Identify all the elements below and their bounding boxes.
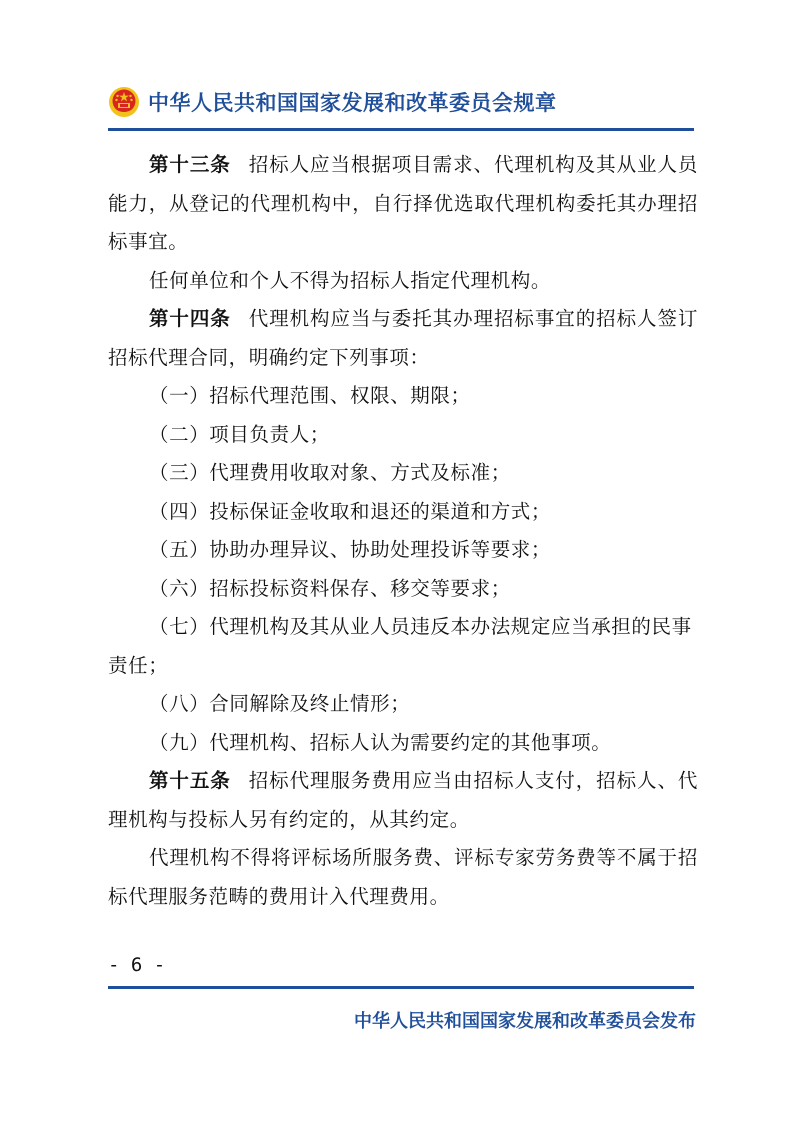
national-emblem-icon <box>108 86 140 118</box>
article-15 <box>108 762 698 839</box>
article-14-item-5: （五）协助办理异议、协助处理投诉等要求； <box>149 538 552 561</box>
article-15-paragraph-2: 代理机构不得将评标场所服务费、评标专家劳务费等不属于招标代理服务范畴的费用计入代理费用。 <box>108 846 698 908</box>
regulation-body <box>108 146 698 916</box>
article-14-text: 代理机构应当与委托其办理招标事宜的招标人签订招标代理合同，明确约定下列事项： <box>108 307 698 369</box>
page-number: - 6 - <box>108 954 166 976</box>
article-13-number: 第十三条 <box>149 153 231 176</box>
header-divider <box>108 128 694 131</box>
article-14-item-9: （九）代理机构、招标人认为需要约定的其他事项。 <box>149 730 612 754</box>
article-14-item-8: （八）合同解除及终止情形； <box>149 692 411 715</box>
article-15-text: 招标代理服务费用应当由招标人支付，招标人、代理机构与投标人另有约定的，从其约定。 <box>108 769 698 831</box>
article-15-number: 第十五条 <box>149 769 231 792</box>
article-14-item-4: （四）投标保证金收取和退还的渠道和方式； <box>149 499 552 523</box>
article-14-item-3: （三）代理费用收取对象、方式及标准； <box>149 461 511 484</box>
article-14-item-7: （七）代理机构及其从业人员违反本办法规定应当承担的民事责任； <box>108 615 692 677</box>
article-14-item-1: （一）招标代理范围、权限、期限； <box>149 384 471 407</box>
footer-publisher: 中华人民共和国国家发展和改革委员会发布 <box>354 1011 696 1032</box>
article-14 <box>108 300 698 377</box>
article-13-paragraph-2: 任何单位和个人不得为招标人指定代理机构。 <box>149 268 552 292</box>
footer-divider <box>108 986 694 989</box>
page-header <box>108 84 557 120</box>
article-14-item-6: （六）招标投标资料保存、移交等要求； <box>149 576 511 600</box>
header-title: 中华人民共和国国家发展和改革委员会规章 <box>148 91 557 115</box>
article-14-item-2: （二）项目负责人； <box>149 422 330 446</box>
article-13-text: 招标人应当根据项目需求、代理机构及其从业人员能力，从登记的代理机构中，自行择优选取代理机构委托其办理招标事宜。 <box>108 153 698 253</box>
article-13 <box>108 146 698 262</box>
article-14-number: 第十四条 <box>149 307 231 330</box>
